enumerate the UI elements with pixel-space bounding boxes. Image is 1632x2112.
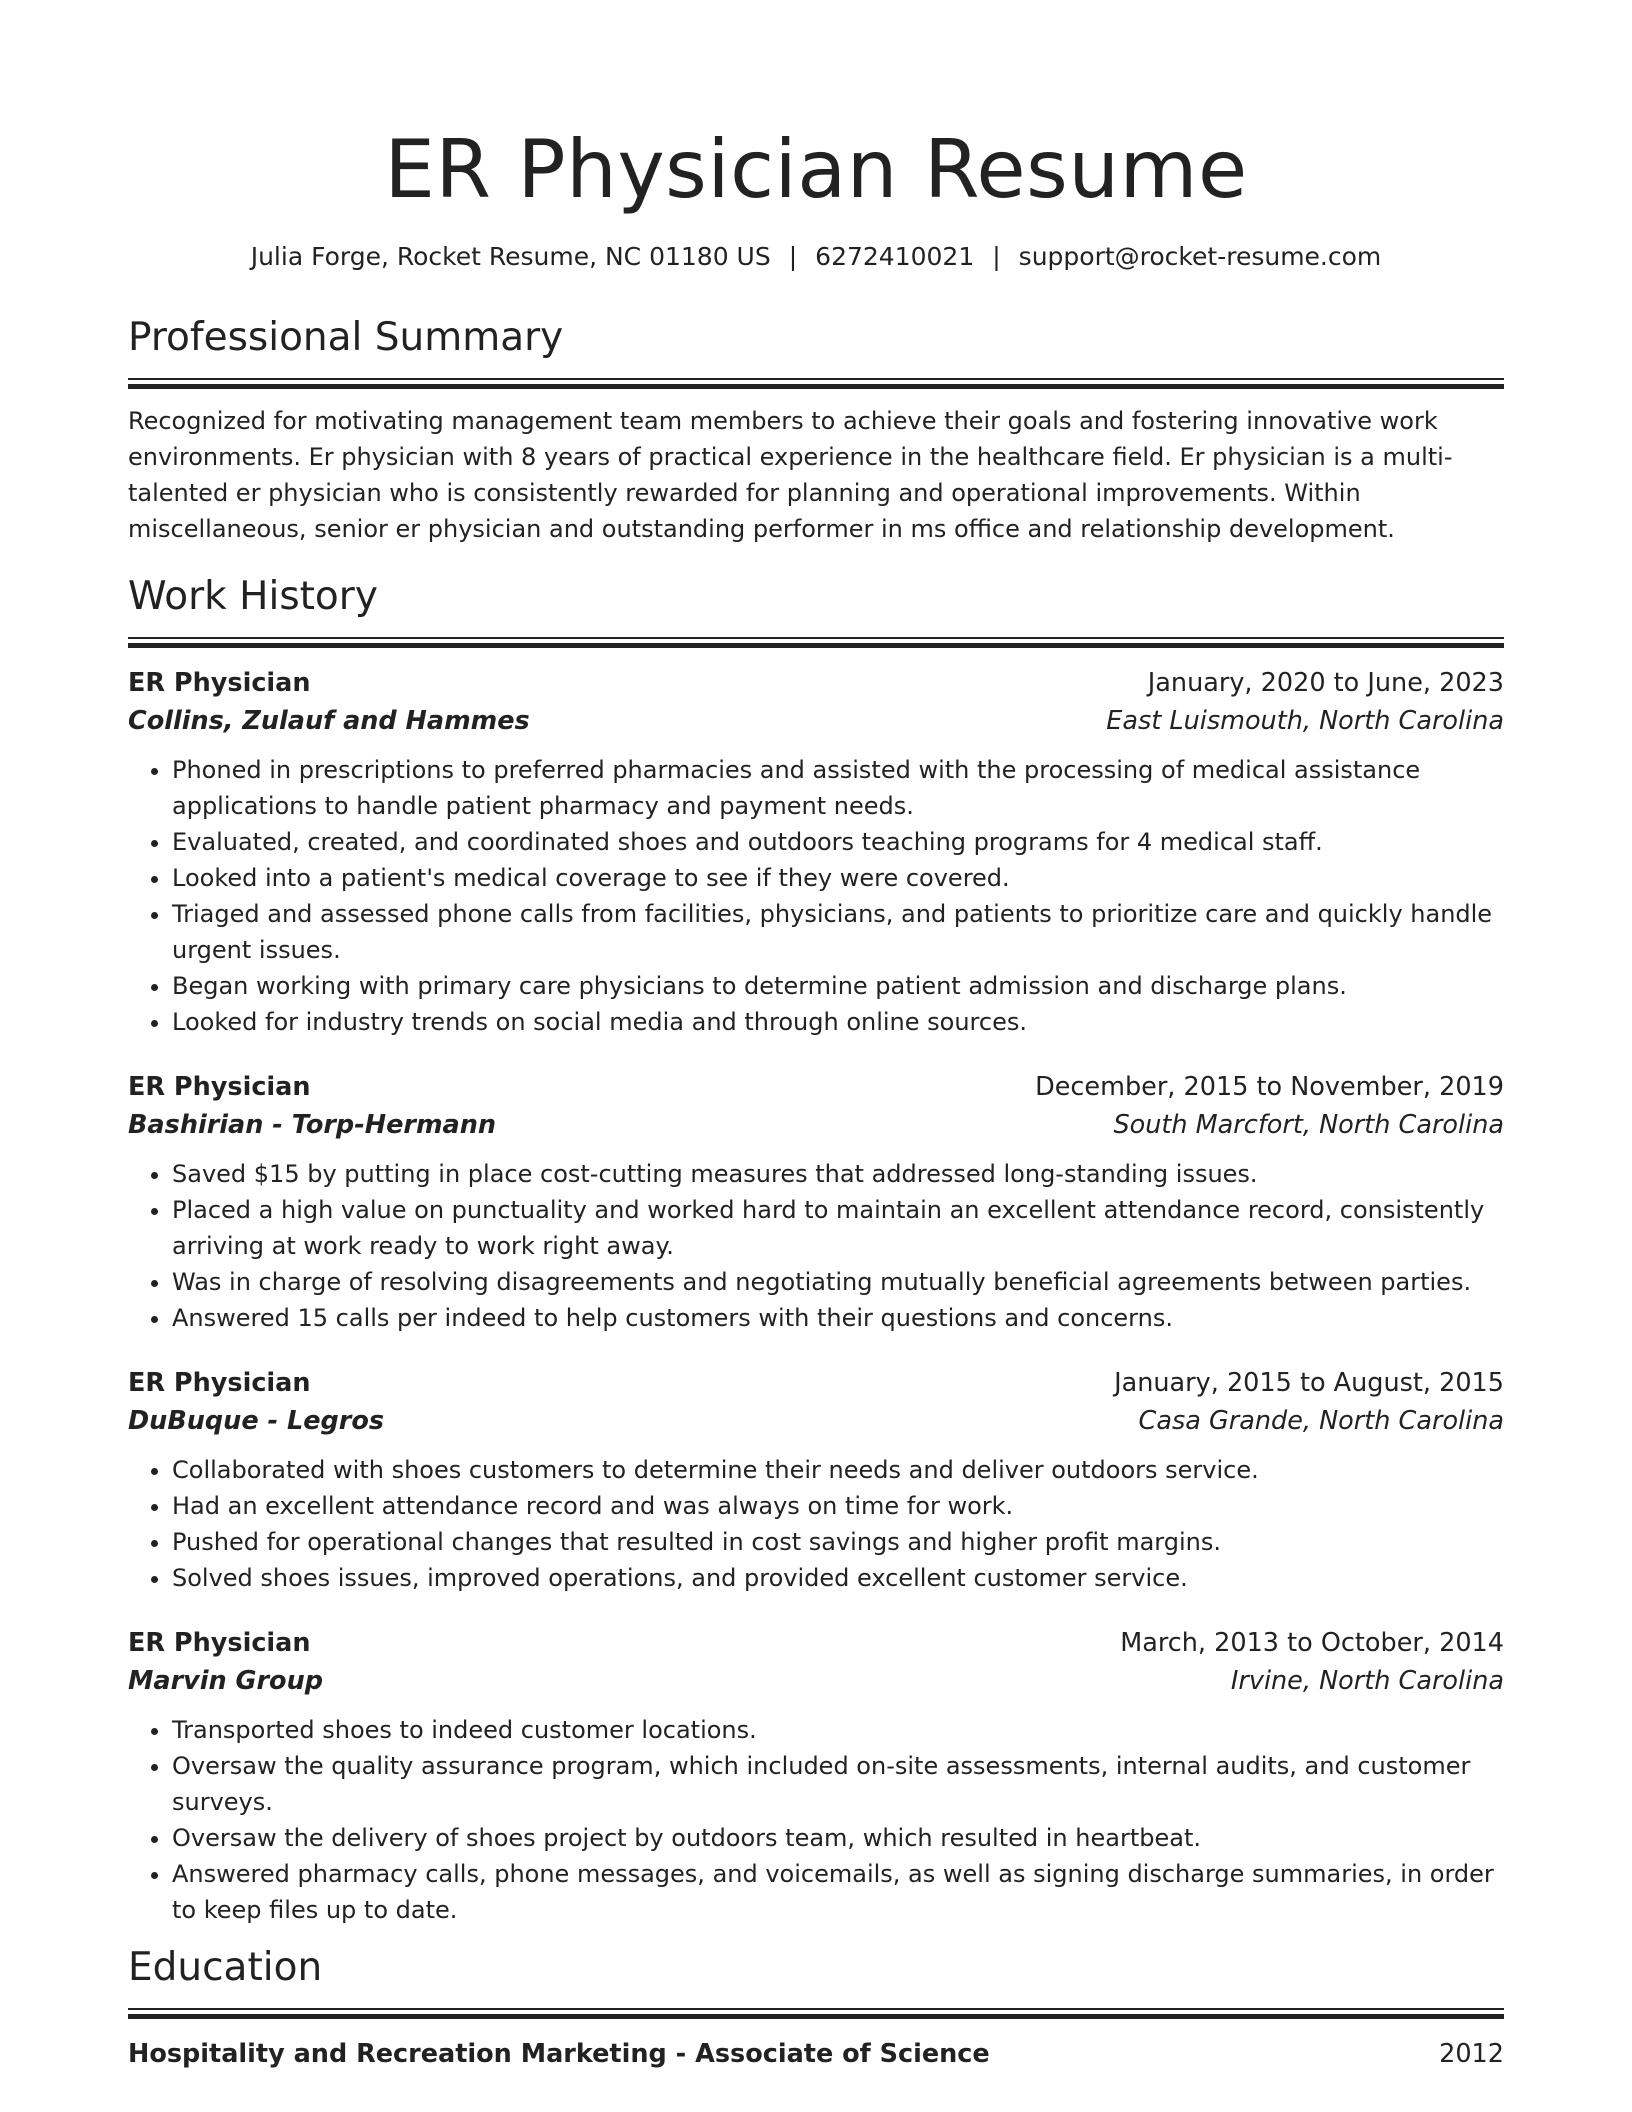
job-entry — [128, 1364, 1504, 1596]
contact-line — [128, 240, 1504, 274]
contact-address: Julia Forge, Rocket Resume, NC 01180 US — [250, 242, 771, 271]
job-header-row — [128, 664, 1504, 702]
job-bullet: • Answered 15 calls per indeed to help customers with their questions and concerns. — [172, 1300, 1504, 1336]
job-company-row — [128, 702, 1504, 740]
job-company-row — [128, 1106, 1504, 1144]
job-location: Casa Grande, North Carolina — [1138, 1406, 1504, 1436]
job-bullet: • Looked into a patient's medical coverage to see if they were covered. — [172, 860, 1504, 896]
job-bullet-list — [128, 1156, 1504, 1336]
job-dates: December, 2015 to November, 2019 — [1035, 1072, 1504, 1102]
job-bullet: • Began working with primary care physicians to determine patient admission and discharge plans. — [172, 968, 1504, 1004]
contact-separator: | — [992, 242, 1001, 271]
job-header-row — [128, 1068, 1504, 1106]
job-bullet: • Answered pharmacy calls, phone messages, and voicemails, as well as signing discharge summaries, in order to keep files up to date. — [172, 1856, 1504, 1928]
job-company: Bashirian - Torp-Hermann — [128, 1110, 497, 1140]
job-dates: January, 2020 to June, 2023 — [1147, 668, 1504, 698]
job-bullet: • Triaged and assessed phone calls from facilities, physicians, and patients to prioritize care and quickly handle urgent issues. — [172, 896, 1504, 968]
job-bullet: • Saved $15 by putting in place cost-cutting measures that addressed long-standing issues. — [172, 1156, 1504, 1192]
contact-email: support@rocket-resume.com — [1018, 242, 1382, 271]
resume-title: ER Physician Resume — [384, 123, 1248, 216]
job-bullet: • Oversaw the quality assurance program, which included on-site assessments, internal audits, and customer surveys. — [172, 1748, 1504, 1820]
work-history-section — [128, 573, 1504, 1928]
job-header-row — [128, 1624, 1504, 1662]
job-location: Irvine, North Carolina — [1230, 1666, 1504, 1696]
job-bullet: • Collaborated with shoes customers to determine their needs and deliver outdoors service. — [172, 1452, 1504, 1488]
job-bullet: • Evaluated, created, and coordinated shoes and outdoors teaching programs for 4 medical staff. — [172, 824, 1504, 860]
job-company: DuBuque - Legros — [128, 1406, 385, 1436]
job-bullet-list — [128, 1452, 1504, 1596]
job-company: Collins, Zulauf and Hammes — [128, 706, 530, 736]
summary-section — [128, 314, 1504, 547]
job-entry — [128, 1624, 1504, 1928]
education-degree: Hospitality and Recreation Marketing - Associate of Science — [128, 2039, 990, 2069]
section-divider — [128, 637, 1504, 648]
job-bullet: • Had an excellent attendance record and was always on time for work. — [172, 1488, 1504, 1524]
section-divider — [128, 2008, 1504, 2019]
contact-separator: | — [788, 242, 798, 271]
education-list — [128, 2035, 1504, 2073]
job-company: Marvin Group — [128, 1666, 323, 1696]
job-entry — [128, 664, 1504, 1040]
job-bullet: • Pushed for operational changes that resulted in cost savings and higher profit margins. — [172, 1524, 1504, 1560]
summary-heading: Professional Summary — [128, 315, 564, 360]
job-location: South Marcfort, North Carolina — [1113, 1110, 1504, 1140]
job-bullet: • Oversaw the delivery of shoes project by outdoors team, which resulted in heartbeat. — [172, 1820, 1504, 1856]
job-bullet: • Placed a high value on punctuality and worked hard to maintain an excellent attendance record, consistently arriving at work ready to work right away. — [172, 1192, 1504, 1264]
section-divider — [128, 378, 1504, 389]
job-entry — [128, 1068, 1504, 1336]
job-title: ER Physician — [128, 1628, 311, 1658]
education-section — [128, 1944, 1504, 2073]
job-dates: March, 2013 to October, 2014 — [1120, 1628, 1504, 1658]
job-title: ER Physician — [128, 1368, 311, 1398]
job-company-row — [128, 1662, 1504, 1700]
job-title: ER Physician — [128, 1072, 311, 1102]
job-company-row — [128, 1402, 1504, 1440]
job-bullet: • Solved shoes issues, improved operations, and provided excellent customer service. — [172, 1560, 1504, 1596]
job-bullet-list — [128, 1712, 1504, 1928]
job-bullet: • Looked for industry trends on social media and through online sources. — [172, 1004, 1504, 1040]
contact-phone: 6272410021 — [815, 242, 975, 271]
job-header-row — [128, 1364, 1504, 1402]
job-bullet: • Transported shoes to indeed customer locations. — [172, 1712, 1504, 1748]
education-heading: Education — [128, 1945, 323, 1990]
job-bullet: • Phoned in prescriptions to preferred pharmacies and assisted with the processing of medical assistance applications to handle patient pharmacy and payment needs. — [172, 752, 1504, 824]
job-bullet: • Was in charge of resolving disagreements and negotiating mutually beneficial agreements between parties. — [172, 1264, 1504, 1300]
education-year: 2012 — [1439, 2039, 1504, 2069]
job-bullet-list — [128, 752, 1504, 1040]
job-dates: January, 2015 to August, 2015 — [1114, 1368, 1504, 1398]
summary-text: Recognized for motivating management team members to achieve their goals and fostering innovative work environments. Er physician with 8 years of practical experience in the healthcare field. Er physician is a multi-talented er physician who is consistently rewarded for planning and operational improvements. Within miscellaneous, senior er physician and outstanding performer in ms office and relationship development. — [128, 407, 1453, 543]
education-entry — [128, 2035, 1504, 2073]
job-location: East Luismouth, North Carolina — [1106, 706, 1504, 736]
job-list — [128, 664, 1504, 1928]
work-history-heading: Work History — [128, 574, 378, 619]
job-title: ER Physician — [128, 668, 311, 698]
